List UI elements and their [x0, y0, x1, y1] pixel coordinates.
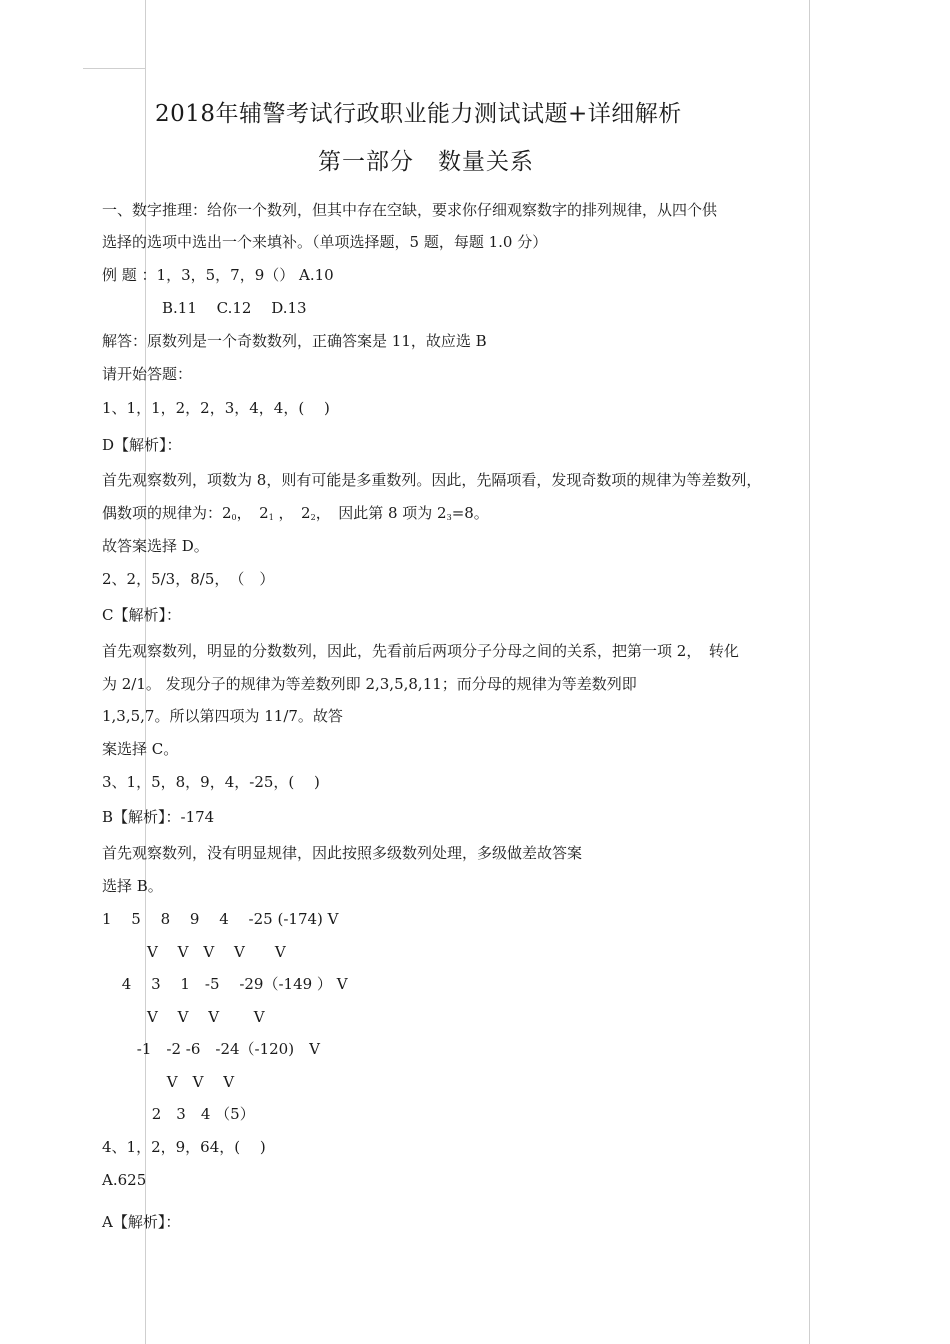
question-1-explanation-3: 故答案选择 D。: [102, 537, 209, 555]
question-3-key: B【解析】：-174: [102, 808, 215, 826]
page-corner-line: [83, 68, 145, 69]
question-3-explanation-2: 选择 B。: [102, 877, 163, 895]
difference-row-7: 2 3 4 （5）: [102, 1105, 255, 1123]
question-3-explanation-1: 首先观察数列，没有明显规律，因此按照多级数列处理，多级做差故答案: [102, 844, 583, 862]
question-3: 3、1，5，8，9，4，-25，( ): [102, 773, 320, 791]
start-prompt: 请开始答题：: [102, 365, 193, 383]
section-title: 第一部分 数量关系: [318, 149, 534, 175]
difference-row-3: 4 3 1 -5 -29（-149 ） V: [102, 975, 348, 993]
difference-row-4: V V V V: [102, 1008, 265, 1026]
difference-row-6: V V V: [102, 1073, 235, 1091]
question-2-explanation-4: 案选择 C。: [102, 740, 179, 758]
intro-line-1: 一、数字推理：给你一个数列，但其中存在空缺，要求你仔细观察数字的排列规律，从四个供: [102, 201, 718, 219]
document-title: 2018年辅警考试行政职业能力测试试题+详细解析: [155, 101, 682, 127]
question-4: 4、1，2，9，64，( ): [102, 1138, 266, 1156]
example-answer: 解答：原数列是一个奇数数列，正确答案是 11，故应选 B: [102, 332, 487, 350]
question-2-explanation-3: 1,3,5,7。所以第四项为 11/7。故答: [102, 707, 343, 725]
difference-row-2: V V V V V: [102, 943, 286, 961]
example-options: B.11 C.12 D.13: [102, 299, 307, 317]
question-1-explanation-2: 偶数项的规律为：$2_0$， $2_1$ ， $2_2$， 因此第 8 项为 $2_3=8$。: [102, 504, 489, 522]
question-2: 2、2，5/3，8/5， （ ）: [102, 570, 275, 588]
example-question: 例 题 ：1，3，5，7，9（） A.10: [102, 266, 334, 284]
difference-row-1: 1 5 8 9 4 -25 (-174) V: [102, 910, 339, 928]
question-4-option: A.625: [102, 1171, 147, 1189]
page-margin-line-right: [809, 0, 810, 1344]
question-1-key: D【解析】：: [102, 436, 182, 454]
question-1-explanation-1: 首先观察数列，项数为 8，则有可能是多重数列。因此，先隔项看，发现奇数项的规律为等差数列，: [102, 471, 762, 489]
intro-line-2: 选择的选项中选出一个来填补。（单项选择题，5 题，每题 1.0 分）: [102, 233, 548, 251]
question-1: 1、1，1，2，2，3，4，4，( ): [102, 399, 330, 417]
difference-row-5: -1 -2 -6 -24（-120) V: [102, 1040, 320, 1058]
question-2-explanation-2: 为 2/1。 发现分子的规律为等差数列即 2,3,5,8,11；而分母的规律为等差数列即: [102, 675, 637, 693]
question-2-key: C【解析】：: [102, 606, 181, 624]
question-4-key: A【解析】：: [102, 1213, 181, 1231]
question-2-explanation-1: 首先观察数列，明显的分数数列，因此，先看前后两项分子分母之间的关系，把第一项 2， 转化: [102, 642, 739, 660]
